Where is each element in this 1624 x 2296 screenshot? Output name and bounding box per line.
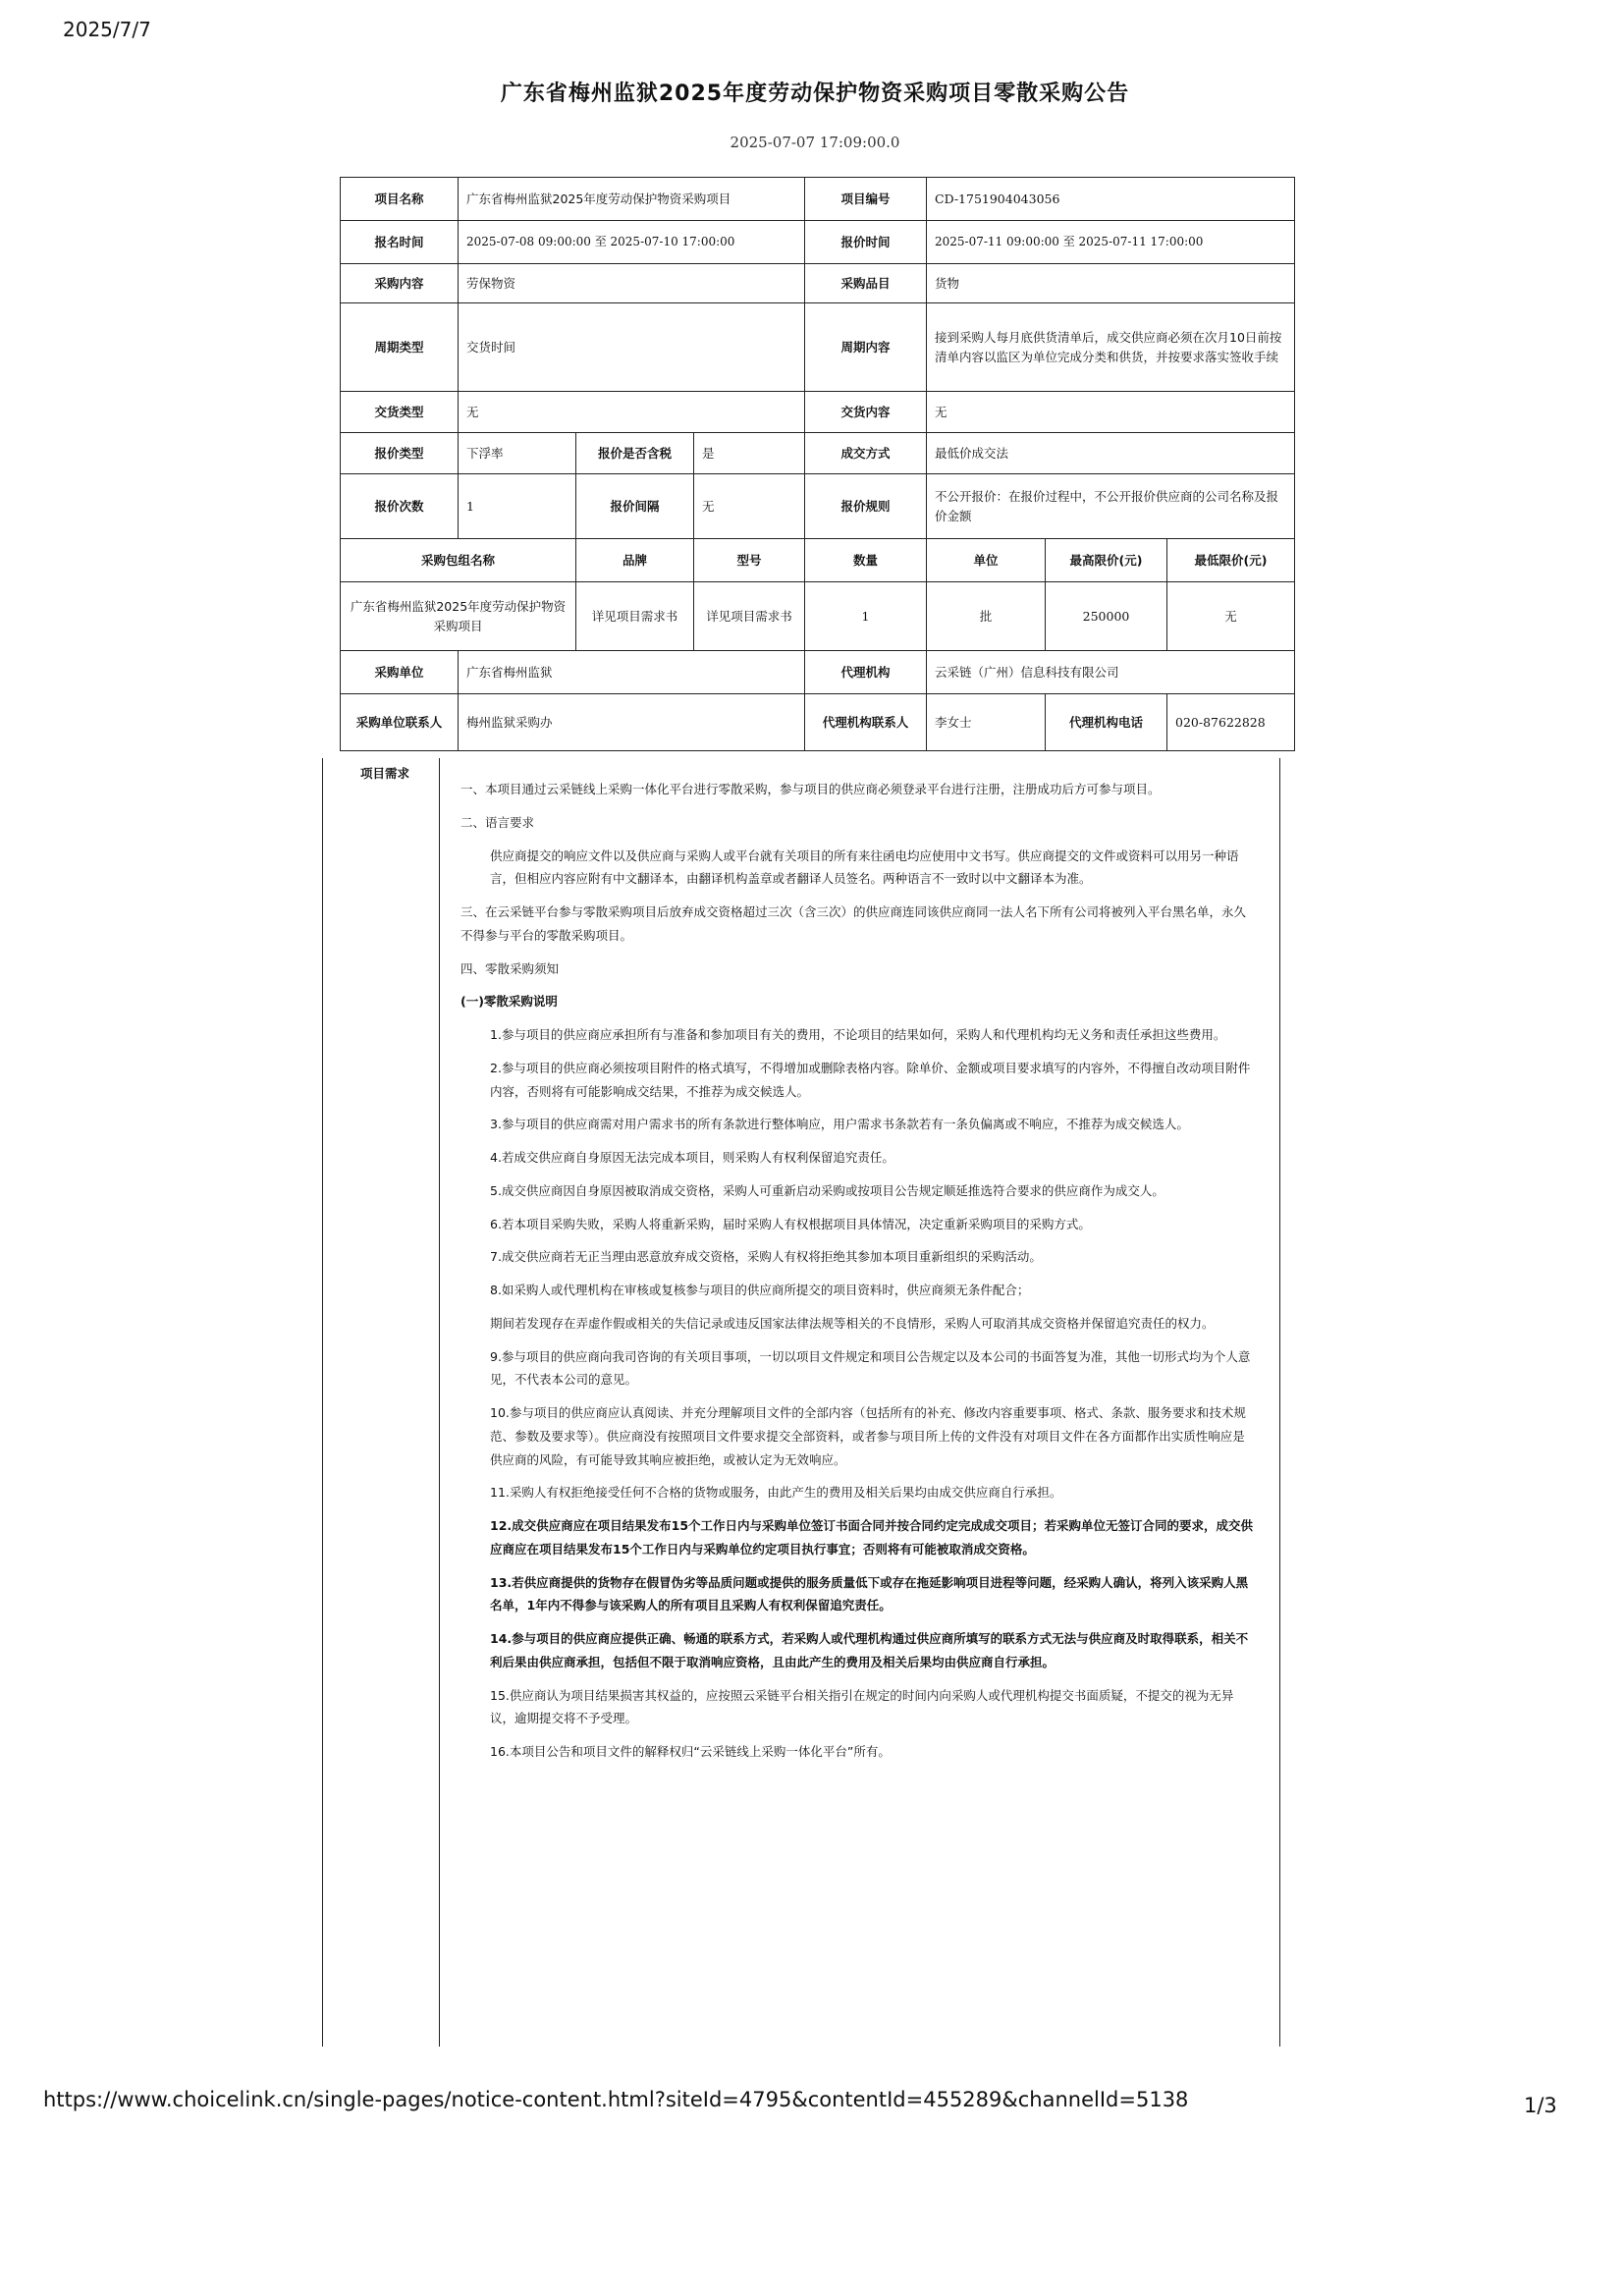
project-name-label: 项目名称 <box>341 178 459 221</box>
delivery-type-value: 无 <box>459 392 805 433</box>
delivery-content-label: 交货内容 <box>805 392 927 433</box>
req-item-5: 5.成交供应商因自身原因被取消成交资格，采购人可重新启动采购或按项目公告规定顺延推选符合要求的供应商作为成交人。 <box>490 1182 1164 1198</box>
quote-time-label: 报价时间 <box>805 221 927 264</box>
project-info-table <box>340 177 1295 751</box>
category-value: 货物 <box>927 264 1295 303</box>
req-h4: 四、零散采购须知 <box>460 960 560 976</box>
item-min-price: 无 <box>1167 582 1295 651</box>
req-item-6: 6.若本项目采购失败，采购人将重新采购，届时采购人有权根据项目具体情况，决定重新采购项目的采购方式。 <box>490 1216 1091 1231</box>
item-header-unit: 单位 <box>927 539 1046 582</box>
req-item-9: 9.参与项目的供应商向我司咨询的有关项目事项，一切以项目文件规定和项目公告规定以及本公司的书面答复为准，其他一切形式均为个人意见，不代表本公司的意见。 <box>490 1348 1251 1388</box>
item-brand: 详见项目需求书 <box>576 582 694 651</box>
agency-phone-value: 020-87622828 <box>1167 694 1295 751</box>
req-item-15: 15.供应商认为项目结果损害其权益的，应按照云采链平台相关指引在规定的时间内向采购人或代理机构提交书面质疑，不提交的视为无异议，逾期提交将不予受理。 <box>490 1687 1234 1726</box>
cycle-type-label: 周期类型 <box>341 303 459 392</box>
req-item-1: 1.参与项目的供应商应承担所有与准备和参加项目有关的费用，不论项目的结果如何，采购人和代理机构均无义务和责任承担这些费用。 <box>490 1027 1226 1042</box>
signup-time: 2025-07-08 09:00:00 至 2025-07-10 17:00:00 <box>459 221 805 264</box>
print-date: 2025/7/7 <box>63 18 151 41</box>
requirements-label: 项目需求 <box>359 766 409 781</box>
req-item-4: 4.若成交供应商自身原因无法完成本项目，则采购人有权利保留追究责任。 <box>490 1150 894 1165</box>
item-model: 详见项目需求书 <box>694 582 805 651</box>
page-title: 广东省梅州监狱2025年度劳动保护物资采购项目零散采购公告 <box>500 82 1130 106</box>
req-item-14: 14.参与项目的供应商应提供正确、畅通的联系方式，若采购人或代理机构通过供应商所填写的联系方式无法与供应商及时取得联系，相关不利后果由供应商承担，包括但不限于取消响应资格，且由此产生的费用及相关后果均由供应商自行承担。 <box>490 1631 1249 1669</box>
project-no-label: 项目编号 <box>805 178 927 221</box>
quote-interval-value: 无 <box>694 474 805 539</box>
requirements-divider <box>439 758 440 2047</box>
tax-value: 是 <box>694 433 805 474</box>
content-value: 劳保物资 <box>459 264 805 303</box>
agency-contact-value: 李女士 <box>927 694 1046 751</box>
agency-label: 代理机构 <box>805 651 927 694</box>
cycle-content-label: 周期内容 <box>805 303 927 392</box>
category-label: 采购品目 <box>805 264 927 303</box>
publish-time: 2025-07-07 17:09:00.0 <box>730 134 900 151</box>
req-item-8b: 期间若发现存在弄虚作假或相关的失信记录或违反国家法律法规等相关的不良情形，采购人可取消其成交资格并保留追究责任的权力。 <box>490 1315 1215 1331</box>
quote-rule-value: 不公开报价：在报价过程中，不公开报价供应商的公司名称及报价金额 <box>927 474 1295 539</box>
item-header-min-price: 最低限价(元) <box>1167 539 1295 582</box>
signup-time-label: 报名时间 <box>341 221 459 264</box>
req-item-10: 10.参与项目的供应商应认真阅读、并充分理解项目文件的全部内容（包括所有的补充、修改内容重要事项、格式、条款、服务要求和技术规范、参数及要求等）。供应商没有按照项目文件要求提交全部资料，或者参与项目所上传的文件没有对项目文件在各方面都作出实质性响应是供应商的风险，有可能导致其响应被拒绝，或被认定为无效响应。 <box>490 1405 1246 1467</box>
deal-method-label: 成交方式 <box>805 433 927 474</box>
req-item-7: 7.成交供应商若无正当理由恶意放弃成交资格，采购人有权将拒绝其参加本项目重新组织的采购活动。 <box>490 1249 1042 1265</box>
req-p1: 一、本项目通过云采链线上采购一体化平台进行零散采购，参与项目的供应商必须登录平台进行注册，注册成功后方可参与项目。 <box>460 782 1161 796</box>
item-qty: 1 <box>805 582 927 651</box>
req-item-13: 13.若供应商提供的货物存在假冒伪劣等品质问题或提供的服务质量低下或存在拖延影响项目进程等问题，经采购人确认，将列入该采购人黑名单，1年内不得参与该采购人的所有项目且采购人有权利保留追究责任。 <box>490 1574 1249 1613</box>
page-url[interactable]: https://www.choicelink.cn/single-pages/notice-content.html?siteId=4795&contentId=455289&channelId=5138 <box>43 2088 1189 2111</box>
item-header-brand: 品牌 <box>576 539 694 582</box>
project-no: CD-1751904043056 <box>927 178 1295 221</box>
item-header-max-price: 最高限价(元) <box>1046 539 1167 582</box>
requirements-text <box>460 778 1256 1774</box>
deal-method-value: 最低价成交法 <box>927 433 1295 474</box>
item-max-price: 250000 <box>1046 582 1167 651</box>
purchaser-contact-label: 采购单位联系人 <box>341 694 459 751</box>
item-name: 广东省梅州监狱2025年度劳动保护物资采购项目 <box>341 582 576 651</box>
req-item-3: 3.参与项目的供应商需对用户需求书的所有条款进行整体响应，用户需求书条款若有一条负偏离或不响应，不推荐为成交候选人。 <box>490 1117 1189 1132</box>
req-item-11: 11.采购人有权拒绝接受任何不合格的货物或服务，由此产生的费用及相关后果均由成交供应商自行承担。 <box>490 1485 1062 1501</box>
purchaser-contact-value: 梅州监狱采购办 <box>459 694 805 751</box>
item-header-name: 采购包组名称 <box>341 539 576 582</box>
tax-label: 报价是否含税 <box>576 433 694 474</box>
item-header-qty: 数量 <box>805 539 927 582</box>
purchaser-value: 广东省梅州监狱 <box>459 651 805 694</box>
quote-count-label: 报价次数 <box>341 474 459 539</box>
agency-phone-label: 代理机构电话 <box>1046 694 1167 751</box>
delivery-type-label: 交货类型 <box>341 392 459 433</box>
req-item-8a: 8.如采购人或代理机构在审核或复核参与项目的供应商所提交的项目资料时，供应商须无条件配合； <box>490 1283 1030 1297</box>
purchaser-label: 采购单位 <box>341 651 459 694</box>
req-h4a: (一)零散采购说明 <box>460 994 558 1010</box>
agency-contact-label: 代理机构联系人 <box>805 694 927 751</box>
req-item-12: 12.成交供应商应在项目结果发布15个工作日内与采购单位签订书面合同并按合同约定完成成交项目；若采购单位无签订合同的要求，成交供应商应在项目结果发布15个工作日内与采购单位约定项目执行事宜；否则将有可能被取消成交资格。 <box>490 1518 1254 1557</box>
delivery-content-value: 无 <box>927 392 1295 433</box>
req-h2: 二、语言要求 <box>460 814 535 830</box>
req-item-16: 16.本项目公告和项目文件的解释权归“云采链线上采购一体化平台”所有。 <box>490 1744 891 1759</box>
cycle-type-value: 交货时间 <box>459 303 805 392</box>
agency-value: 云采链（广州）信息科技有限公司 <box>927 651 1295 694</box>
cycle-content-value: 接到采购人每月底供货清单后，成交供应商必须在次月10日前按清单内容以监区为单位完成分类和供货，并按要求落实签收手续 <box>927 303 1295 392</box>
req-p3: 三、在云采链平台参与零散采购项目后放弃成交资格超过三次（含三次）的供应商连同该供应商同一法人名下所有公司将被列入平台黑名单，永久不得参与平台的零散采购项目。 <box>460 904 1247 943</box>
page-number: 1/3 <box>1524 2094 1557 2117</box>
content-label: 采购内容 <box>341 264 459 303</box>
quote-type-value: 下浮率 <box>459 433 576 474</box>
item-unit: 批 <box>927 582 1046 651</box>
requirements-section <box>322 758 1280 2047</box>
project-name: 广东省梅州监狱2025年度劳动保护物资采购项目 <box>459 178 805 221</box>
quote-interval-label: 报价间隔 <box>576 474 694 539</box>
quote-type-label: 报价类型 <box>341 433 459 474</box>
req-p2: 供应商提交的响应文件以及供应商与采购人或平台就有关项目的所有来往函电均应使用中文书写。供应商提交的文件或资料可以用另一种语言，但相应内容应附有中文翻译本，由翻译机构盖章或者翻译人员签名。两种语言不一致时以中文翻译本为准。 <box>490 847 1239 887</box>
quote-count-value: 1 <box>459 474 576 539</box>
quote-rule-label: 报价规则 <box>805 474 927 539</box>
item-header-model: 型号 <box>694 539 805 582</box>
quote-time: 2025-07-11 09:00:00 至 2025-07-11 17:00:00 <box>927 221 1295 264</box>
req-item-2: 2.参与项目的供应商必须按项目附件的格式填写，不得增加或删除表格内容。除单价、金额或项目要求填写的内容外，不得擅自改动项目附件内容，否则将有可能影响成交结果，不推荐为成交候选人。 <box>490 1060 1251 1099</box>
